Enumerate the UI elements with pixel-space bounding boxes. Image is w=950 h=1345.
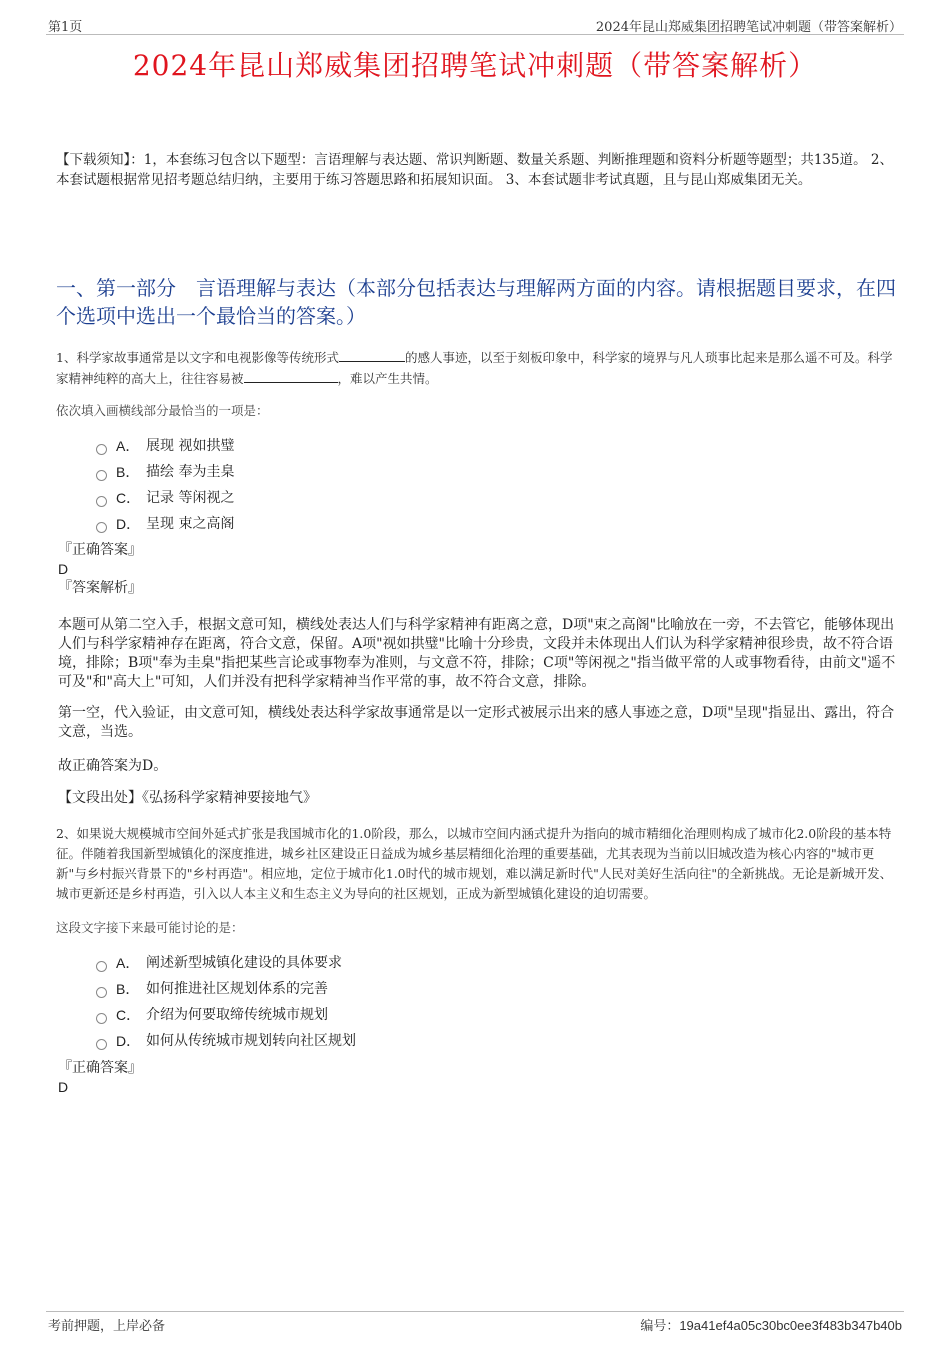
question-2-prompt: 这段文字接下来最可能讨论的是： (56, 920, 244, 935)
question-2-answer-block (58, 1058, 898, 1096)
question-1-answer-block (58, 540, 898, 598)
answer-value: D (58, 561, 69, 577)
header-doc-title: 2024年昆山郑威集团招聘笔试冲刺题（带答案解析） (595, 20, 902, 35)
radio-icon[interactable] (96, 444, 107, 455)
option-b[interactable]: B． 描绘 奉为圭臬 (96, 459, 234, 485)
text-source: 【文段出处】《弘扬科学家精神要接地气》 (58, 790, 317, 806)
radio-icon[interactable] (96, 961, 107, 972)
question-1-prompt: 依次填入画横线部分最恰当的一项是： (56, 403, 269, 418)
radio-icon[interactable] (96, 1013, 107, 1024)
radio-icon[interactable] (96, 470, 107, 481)
fill-blank-1 (339, 347, 405, 362)
answer-label: 『正确答案』 (58, 542, 142, 558)
radio-icon[interactable] (96, 522, 107, 533)
option-b[interactable]: B． 如何推进社区规划体系的完善 (96, 976, 356, 1002)
radio-icon[interactable] (96, 496, 107, 507)
analysis-label: 『答案解析』 (58, 580, 142, 596)
option-c[interactable]: C． 记录 等闲视之 (96, 485, 234, 511)
analysis-paragraph-1: 本题可从第二空入手，根据文意可知，横线处表达人们与科学家精神有距离之意，D项"束之高阁"比喻放在一旁，不去管它，能够体现出人们与科学家精神存在距离，符合文意，保留。A项"视如拱璧"比喻十分珍贵，文段并未体现出人们认为科学家精神很珍贵，故不符合语境，排除；B项"奉为圭臬"指把某些言论或事物奉为准则，与文意不符，排除；C项"等闲视之"指当做平常的人或事物看待，由前文"遥不可及"和"高大上"可知，人们并没有把科学家精神当作平常的事，故不符合文意，排除。 (58, 617, 896, 690)
doc-code: 编号：19a41ef4a05c30bc0ee3f483b347b40b (640, 1318, 902, 1334)
question-1-options (96, 433, 234, 537)
analysis-paragraph-2: 第一空，代入验证，由文意可知，横线处表达科学家故事通常是以一定形式被展示出来的感人事迹之意，D项"呈现"指显出、露出，符合文意，当选。 (58, 705, 895, 740)
option-d[interactable]: D． 如何从传统城市规划转向社区规划 (96, 1028, 356, 1054)
question-1-text-part3: ，难以产生共情。 (337, 371, 438, 386)
question-1-text-part1: 1、科学家故事通常是以文字和电视影像等传统形式 (56, 350, 339, 365)
page-footer (46, 1311, 904, 1334)
question-1-text-part2: 的感人事迹，以至于刻板印象中，科学家的境界与凡人琐事比起来是那么遥不可及。科学家精神纯粹的高大上，往往容易被 (56, 350, 893, 386)
option-c[interactable]: C． 介绍为何要取缔传统城市规划 (96, 1002, 356, 1028)
footer-slogan: 考前押题，上岸必备 (48, 1319, 166, 1334)
answer-label: 『正确答案』 (58, 1060, 142, 1076)
page-title: 2024年昆山郑威集团招聘笔试冲刺题（带答案解析） (132, 49, 818, 82)
option-a[interactable]: A． 展现 视如拱璧 (96, 433, 234, 459)
radio-icon[interactable] (96, 1039, 107, 1050)
radio-icon[interactable] (96, 987, 107, 998)
question-2-options (96, 950, 356, 1054)
section-title: 一、第一部分 言语理解与表达（本部分包括表达与理解两方面的内容。请根据题目要求，在四个选项中选出一个最恰当的答案。） (56, 276, 896, 328)
analysis-conclusion: 故正确答案为D。 (58, 758, 168, 774)
option-a[interactable]: A． 阐述新型城镇化建设的具体要求 (96, 950, 356, 976)
fill-blank-2 (244, 368, 338, 383)
page-header (46, 14, 904, 35)
question-1-text (56, 347, 900, 389)
question-2-text: 2、如果说大规模城市空间外延式扩张是我国城市化的1.0阶段，那么，以城市空间内涵式提升为指向的城市精细化治理则构成了城市化2.0阶段的基本特征。伴随着我国新型城镇化的深度推进，城乡社区建设正日益成为城乡基层精细化治理的重要基础，尤其表现为当前以旧城改造为核心内容的"城市更新"与乡村振兴背景下的"乡村再造"。相应地，定位于城市化1.0时代的城市规划，难以满足新时代"人民对美好生活向往"的全新挑战。无论是新城开发、城市更新还是乡村再造，引入以人本主义和生态主义为导向的社区规划，正成为新型城镇化建设的迫切需要。 (56, 826, 893, 901)
answer-value: D (58, 1079, 69, 1095)
option-d[interactable]: D． 呈现 束之高阁 (96, 511, 234, 537)
page-number: 第1页 (48, 20, 83, 35)
download-notice: 【下载须知】：1，本套练习包含以下题型：言语理解与表达题、常识判断题、数量关系题、判断推理题和资料分析题等题型；共135道。 2、本套试题根据常见招考题总结归纳，主要用于练习答题思路和拓展知识面。 3、本套试题非考试真题，且与昆山郑威集团无关。 (56, 152, 893, 188)
